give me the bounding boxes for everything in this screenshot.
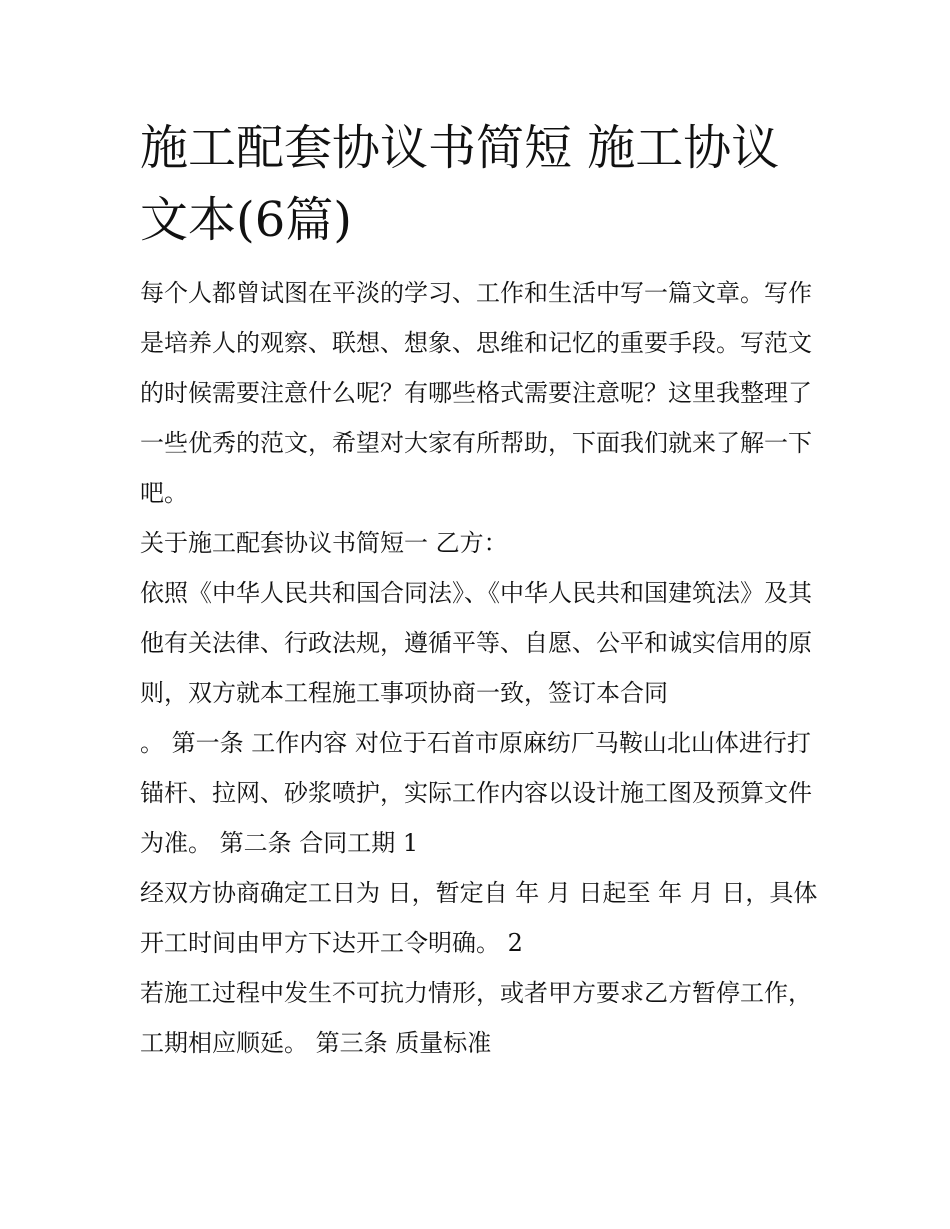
article-1-paragraph: 。 第一条 工作内容 对位于石首市原麻纺厂马鞍山北山体进行打锚杆、拉网、砂浆喷护，实际工作内容以设计施工图及预算文件为准。 第二条 合同工期 1 <box>140 729 812 857</box>
intro-paragraph: 每个人都曾试图在平淡的学习、工作和生活中写一篇文章。写作是培养人的观察、联想、想象、思维和记忆的重要手段。写范文的时候需要注意什么呢？有哪些格式需要注意呢？这里我整理了一些优秀的范文，希望对大家有所帮助，下面我们就来了解一下吧。 <box>140 279 812 507</box>
document-title: 施工配套协议书简短 施工协议文本(6篇) <box>140 120 780 248</box>
article-2-continued-paragraph: 若施工过程中发生不可抗力情形，或者甲方要求乙方暂停工作，工期相应顺延。 第三条 质量标准 <box>140 979 812 1057</box>
document-body <box>140 112 820 1068</box>
legal-basis-paragraph: 依照《中华人民共和国合同法》、《中华人民共和国建筑法》及其他有关法律、行政法规，遵循平等、自愿、公平和诚实信用的原则，双方就本工程施工事项协商一致，签订本合同 <box>140 579 812 707</box>
article-2-paragraph: 经双方协商确定工日为 日，暂定自 年 月 日起至 年 月 日，具体开工时间由甲方下达开工令明确。 2 <box>140 879 818 957</box>
section-heading-1: 关于施工配套协议书简短一 乙方： <box>140 529 508 557</box>
